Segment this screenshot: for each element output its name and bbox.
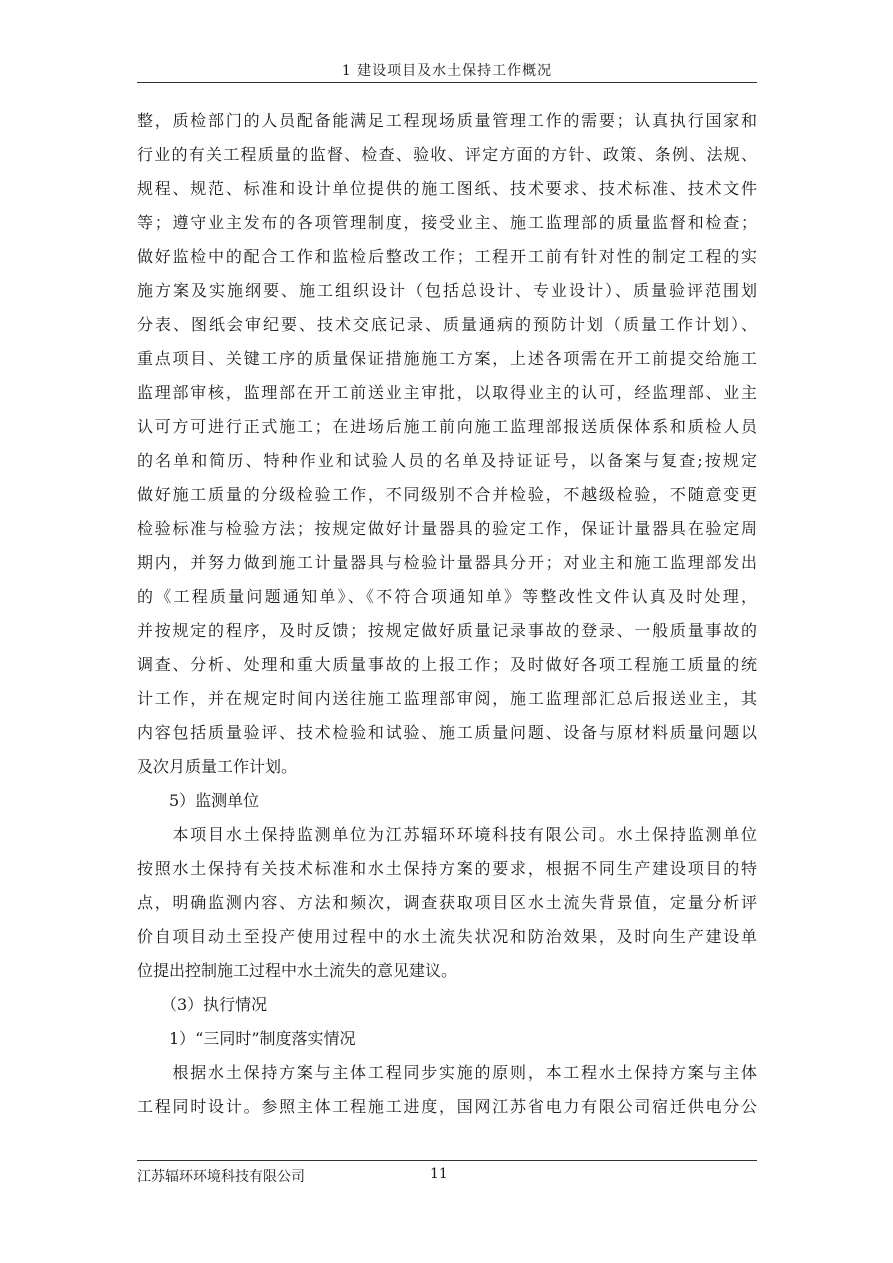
text-line: 根据水土保持方案与主体工程同步实施的原则，本工程水土保持方案与主体: [137, 1063, 757, 1082]
text-line: 规程、规范、标准和设计单位提供的施工图纸、技术要求、技术标准、技术文件: [137, 179, 757, 198]
header-divider: [137, 82, 757, 83]
text-line: 的《工程质量问题通知单》、《不符合项通知单》等整改性文件认真及时处理，: [137, 587, 757, 606]
text-line: 按照水土保持有关技术标准和水土保持方案的要求，根据不同生产建设项目的特: [137, 859, 757, 878]
text-line: 监理部审核，监理部在开工前送业主审批，以取得业主的认可，经监理部、业主: [137, 383, 757, 402]
text-line: 施方案及实施纲要、施工组织设计（包括总设计、专业设计）、质量验评范围划: [137, 281, 757, 300]
text-line: 点，明确监测内容、方法和频次，调查获取项目区水土流失背景值，定量分析评: [137, 893, 757, 912]
footer-divider: [137, 1160, 757, 1161]
page-number: 11: [430, 1166, 448, 1182]
text-line: 期内，并努力做到施工计量器具与检验计量器具分开；对业主和施工监理部发出: [137, 553, 757, 572]
section-heading: 5）监测单位: [137, 791, 260, 810]
text-line: 并按规定的程序，及时反馈；按规定做好质量记录事故的登录、一般质量事故的: [137, 621, 757, 640]
text-line: 分表、图纸会审纪要、技术交底记录、质量通病的预防计划（质量工作计划）、: [137, 315, 757, 334]
page-header-title: 1 建设项目及水土保持工作概况: [341, 63, 553, 79]
section-heading: 1）“三同时”制度落实情况: [137, 1029, 356, 1048]
text-line: 本项目水土保持监测单位为江苏辐环环境科技有限公司。水土保持监测单位: [137, 825, 757, 844]
text-line: 及次月质量工作计划。: [137, 757, 298, 776]
text-line: 行业的有关工程质量的监督、检查、验收、评定方面的方针、政策、条例、法规、: [137, 145, 757, 164]
body-text: [137, 104, 757, 1124]
text-line: 工程同时设计。参照主体工程施工进度，国网江苏省电力有限公司宿迁供电分公: [137, 1097, 757, 1116]
text-line: 做好监检中的配合工作和监检后整改工作；工程开工前有针对性的制定工程的实: [137, 247, 757, 266]
text-line: 整，质检部门的人员配备能满足工程现场质量管理工作的需要；认真执行国家和: [137, 111, 757, 130]
text-line: 内容包括质量验评、技术检验和试验、施工质量问题、设备与原材料质量问题以: [137, 723, 757, 742]
footer-company: 江苏辐环环境科技有限公司: [137, 1169, 305, 1185]
text-line: 位提出控制施工过程中水土流失的意见建议。: [137, 961, 458, 980]
section-heading: （3）执行情况: [137, 995, 268, 1014]
text-line: 价自项目动土至投产使用过程中的水土流失状况和防治效果，及时向生产建设单: [137, 927, 757, 946]
text-line: 做好施工质量的分级检验工作，不同级别不合并检验，不越级检验，不随意变更: [137, 485, 757, 504]
text-line: 检验标准与检验方法；按规定做好计量器具的验定工作，保证计量器具在验定周: [137, 519, 757, 538]
text-line: 等；遵守业主发布的各项管理制度，接受业主、施工监理部的质量监督和检查；: [137, 213, 757, 232]
text-line: 调查、分析、处理和重大质量事故的上报工作；及时做好各项工程施工质量的统: [137, 655, 757, 674]
text-line: 重点项目、关键工序的质量保证措施施工方案，上述各项需在开工前提交给施工: [137, 349, 757, 368]
text-line: 认可方可进行正式施工；在进场后施工前向施工监理部报送质保体系和质检人员: [137, 417, 757, 436]
text-line: 计工作，并在规定时间内送往施工监理部审阅，施工监理部汇总后报送业主，其: [137, 689, 757, 708]
text-line: 的名单和简历、特种作业和试验人员的名单及持证证号，以备案与复查;按规定: [137, 451, 757, 470]
